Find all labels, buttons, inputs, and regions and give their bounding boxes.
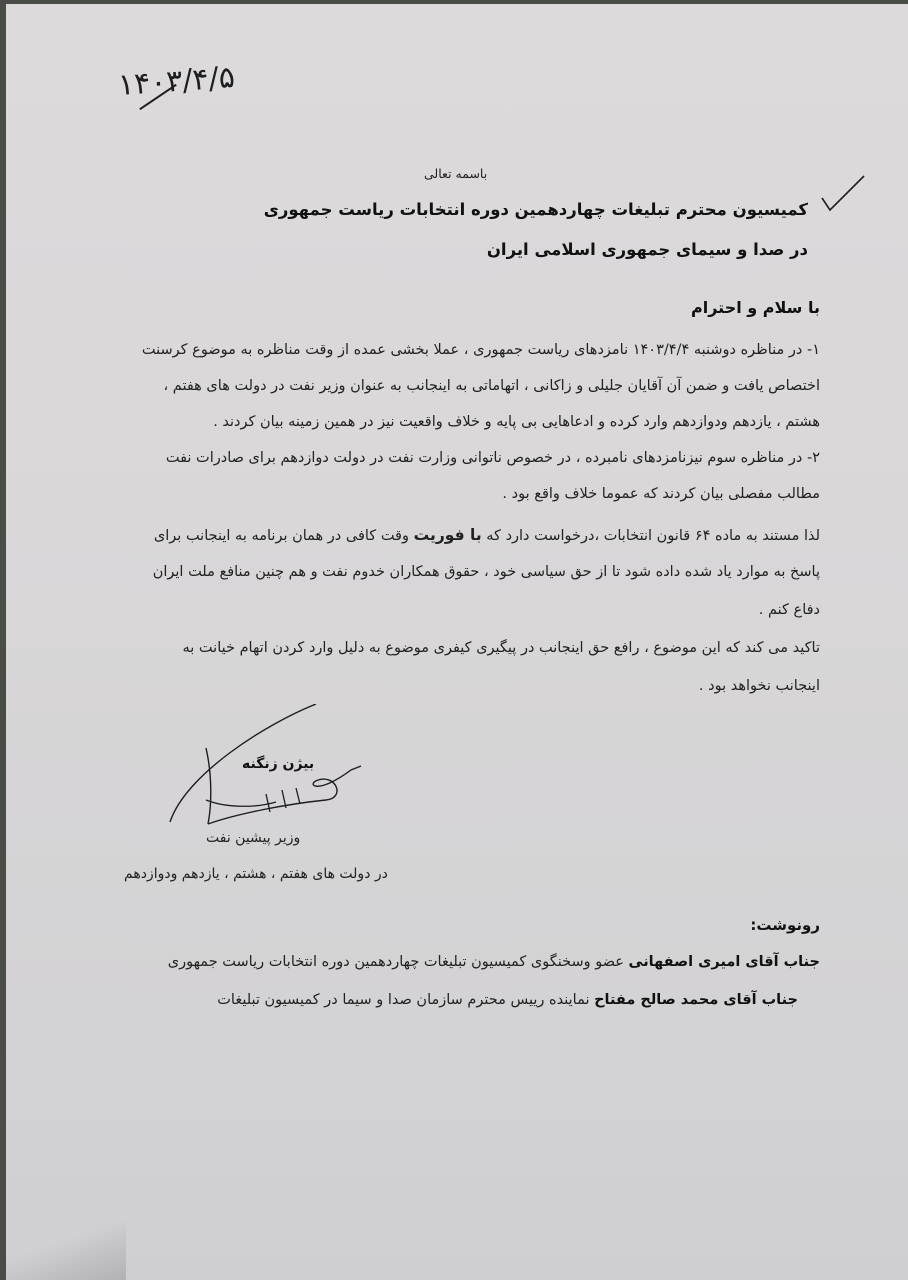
request-line-3: دفاع کنم . (758, 602, 820, 618)
request-text-after: وقت کافی در همان برنامه به اینجانب برای (153, 528, 414, 544)
body-line-3: هشتم ، یازدهم ودوازدهم وارد کرده و ادعاهایی بی پایه و خلاف واقعیت نیز در همین زمینه بیان کردند . (213, 414, 820, 430)
signatory-name: بیژن زنگنه (242, 756, 315, 772)
closing-line-2: اینجانب نخواهد بود . (698, 678, 820, 694)
request-line-1 (154, 526, 820, 544)
cc-recipient-1 (168, 954, 820, 970)
page-shadow (6, 1220, 126, 1280)
cc-label: رونوشت: (750, 916, 820, 934)
cc-recipient-role: نماینده رییس محترم سازمان صدا و سیما در کمیسیون تبلیغات (217, 992, 595, 1008)
request-text-before: لذا مستند به ماده ۶۴ قانون انتخابات ،درخواست دارد که (481, 528, 820, 544)
cc-recipient-2 (217, 992, 798, 1008)
body-line-4: ۲- در مناظره سوم نیزنامزدهای نامبرده ، در خصوص ناتوانی وزارت نفت در دولت دوازدهم برای صادرات نفت (165, 450, 820, 466)
invocation: باسمه تعالی (424, 166, 488, 181)
signatory-title: وزیر پیشین نفت (206, 830, 301, 846)
handwritten-check-icon (818, 174, 868, 214)
urgency-emphasis: با فوریت (413, 526, 482, 544)
greeting: با سلام و احترام (691, 298, 820, 317)
cc-recipient-name: جناب آقای محمد صالح مفتاح (594, 992, 798, 1008)
addressee-line-1: کمیسیون محترم تبلیغات چهاردهمین دوره انتخابات ریاست جمهوری (263, 200, 808, 219)
signatory-governments: در دولت های هفتم ، هشتم ، یازدهم ودوازدهم (124, 866, 388, 882)
body-line-5: مطالب مفصلی بیان کردند که عموما خلاف واقع بود . (502, 486, 820, 502)
body-line-1: ۱- در مناظره دوشنبه ۱۴۰۳/۴/۴ نامزدهای ریاست جمهوری ، عملا بخشی عمده از وقت مناظره به موضوع کرسنت (141, 342, 820, 358)
cc-recipient-name: جناب آقای امیری اصفهانی (628, 954, 820, 970)
body-line-2: اختصاص یافت و ضمن آن آقایان جلیلی و زاکانی ، اتهاماتی به اینجانب به عنوان وزیر نفت در دولت های هفتم ، (163, 378, 820, 394)
handwritten-date: ۱۴۰۳/۴/۵ (116, 59, 236, 104)
closing-line-1: تاکید می کند که این موضوع ، رافع حق اینجانب در پیگیری کیفری موضوع به دلیل وارد کردن اتهام خیانت به (182, 640, 820, 656)
addressee-line-2: در صدا و سیمای جمهوری اسلامی ایران (486, 240, 808, 259)
request-line-2: پاسخ به موارد یاد شده داده شود تا از حق سیاسی خود ، حقوق همکاران خدوم نفت و هم چنین منافع ملت ایران (152, 564, 820, 580)
cc-recipient-role: عضو وسخنگوی کمیسیون تبلیغات چهاردهمین دوره انتخابات ریاست جمهوری (167, 954, 629, 970)
letter-page (6, 4, 908, 1280)
